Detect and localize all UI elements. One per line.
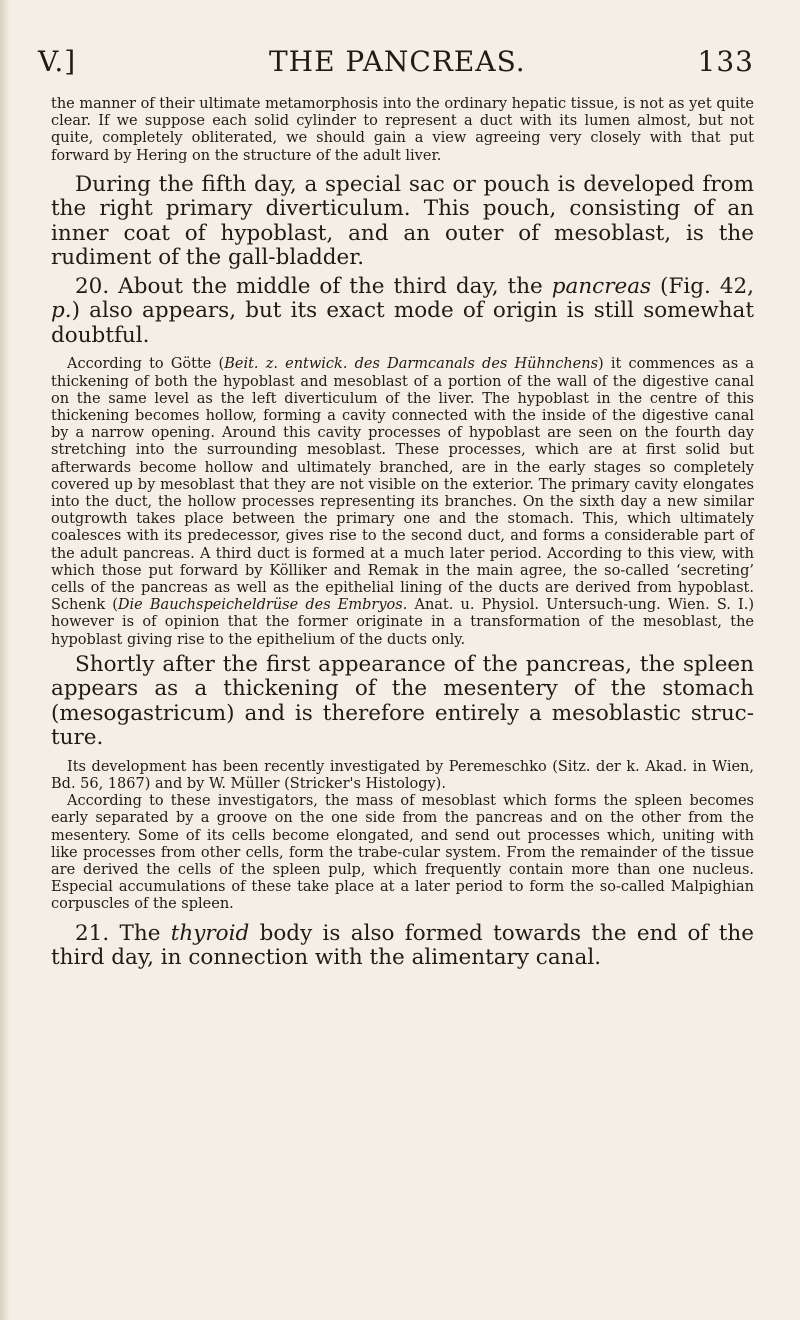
paragraph-gotte-pancreas	[51, 356, 754, 648]
text-run: (Fig. 42,	[651, 273, 755, 299]
text-run: ) it commences as a thickening of both the hypoblast and mesoblast of a portion of the wall of the digestive canal on the same level as the left diverticulum of the liver. The hypoblast in the centre of this thickening becomes hollow, forming a cavity connected with the inside of the digestive canal by a narrow opening. Around this cavity processes of hypoblast are seen on the fourth day stretching into the surrounding mesoblast. These processes, which are at first solid but afterwards become hollow and ultimately branched, are in the early stages so completely covered up by mesoblast that they are not visible on the exterior. The primary cavity elongates into the duct, the hollow processes representing its branches. On the sixth day a new similar outgrowth takes place between the primary one and the stomach. This, which ultimately coalesces with its predecessor, gives rise to the second duct, and forms a considerable part of the adult pancreas. A third duct is formed at a much later period. According to this view, with which those put forward by Kölliker and Remak in the main agree, the so-called ‘secreting’ cells of the pancreas as well as the epithelial lining of the ducts are derived from hypoblast. Schenk (	[51, 356, 755, 614]
paragraph-liver-metamorphosis: the manner of their ultimate metamorphosis into the ordinary hepatic tissue, is not as yet quite clear. If we suppose each solid cylinder to represent a duct with its lumen almost, but not quite, completely obliterated, we should gain a view agreeing very closely with that put forward by Hering on the structure of the adult liver.	[51, 96, 754, 164]
chapter-marker: V.]	[38, 45, 77, 78]
paragraph-thyroid	[51, 922, 754, 971]
page-number: 133	[697, 45, 754, 78]
text-run: 20. About the middle of the third day, the	[75, 273, 552, 299]
book-page	[32, 0, 782, 1320]
text-run: 21. The	[75, 920, 171, 946]
italic-term: thyroid	[170, 920, 250, 946]
paragraph-spleen: Shortly after the first appearance of the pancreas, the spleen appears as a thickening of the mesentery of the stomach (mesogastricum) and is therefore entirely a mesoblastic struc-ture.	[51, 651, 754, 751]
paragraph-spleen-investigators: Its development has been recently investigated by Peremeschko (Sitz. der k. Akad. in Wien, Bd. 56, 1867) and by W. Müller (Stricker's Histology).	[51, 758, 754, 792]
text-run: According to Götte (	[67, 356, 225, 373]
running-title: THE PANCREAS.	[269, 45, 526, 78]
text-run: body is also formed towards the end of the third day, in connection with the alimentary canal.	[51, 920, 754, 971]
paragraph-spleen-development: According to these investigators, the mass of mesoblast which forms the spleen becomes early separated by a groove on the one side from the pancreas and on the other from the mesentery. Some of its cells become elongated, and send out processes which, uniting with like processes from other cells, form the trabe-cular system. From the remainder of the tissue are derived the cells of the spleen pulp, which frequently contain more than one nucleus. Especial accumulations of these take place at a later period to form the so-called Malpighian corpuscles of the spleen.	[51, 793, 754, 913]
paragraph-gall-bladder: During the fifth day, a special sac or pouch is developed from the right primary diverticulum. This pouch, consisting of an inner coat of hypoblast, and an outer of mesoblast, is the rudiment of the gall-bladder.	[51, 171, 754, 271]
page-edge-shadow	[0, 0, 10, 1320]
italic-figure-label: p.	[51, 298, 72, 324]
italic-citation: Die Bauchspeicheldrüse des Embryos.	[117, 597, 408, 614]
paragraph-pancreas-intro	[51, 275, 754, 349]
page-body	[51, 96, 754, 971]
running-head	[32, 44, 754, 80]
italic-term: pancreas	[551, 273, 652, 299]
text-run: ) also appears, but its exact mode of origin is still somewhat doubtful.	[51, 298, 754, 348]
italic-citation: Beit. z. entwick. des Darmcanals des Hühnchens	[224, 356, 599, 373]
text-run: Anat. u. Physiol. Untersuch-ung. Wien. S. I.) however is of opinion that the former originate in a transformation of the mesoblast, the hypoblast giving rise to the epithelium of the ducts only.	[51, 597, 754, 648]
